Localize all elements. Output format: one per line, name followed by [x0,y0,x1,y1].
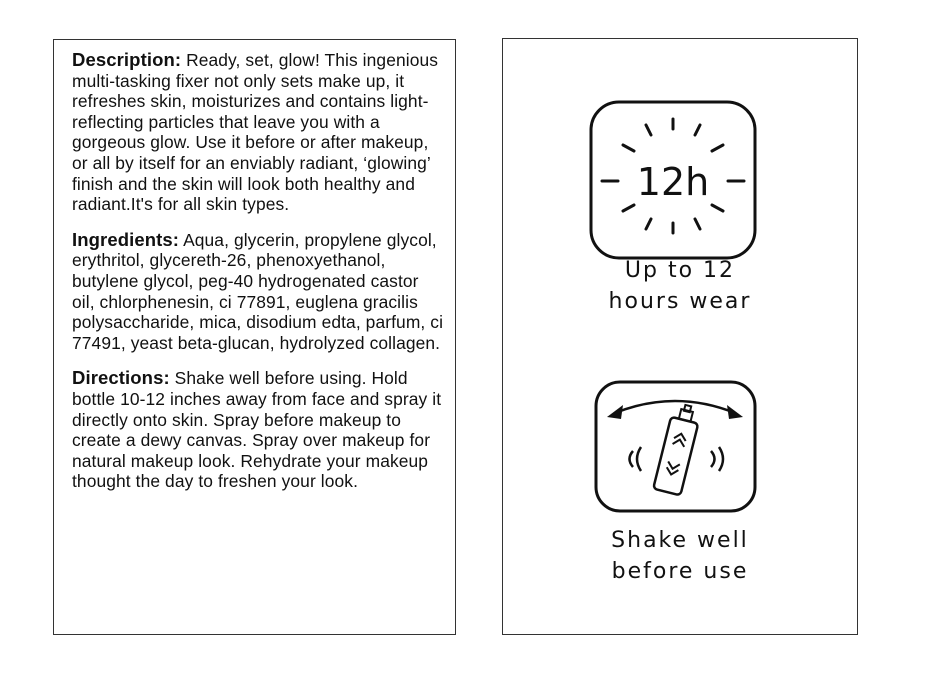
shake-caption-line2: before use [611,559,749,584]
product-info-panel [53,39,456,635]
ingredients-heading: Ingredients: [72,228,180,250]
directions-section [72,368,445,492]
shake-caption [503,525,857,587]
wear-caption-line2: hours wear [608,289,752,314]
ingredients-text: Aqua, glycerin, propylene glycol, erythritol, glycereth-26, phenoxyethanol, butylene glycol, peg-40 hydrogenated castor oil, chlorphenesin, ci 77891, euglena gracilis polysaccharide, mica, disodium edta, parfum, ci 77491, yeast beta-glucan, hydrolyzed collagen. [72,229,444,353]
description-text: Ready, set, glow! This ingenious multi-tasking fixer not only sets make up, it refreshes skin, moisturizes and contains light-reflecting particles that leave you with a gorgeous glow. Use it before or after makeup, or all by itself for an enviably radiant, ‘glowing’ finish and the skin will look both healthy and radiant.It's for all skin types. [72,50,439,215]
description-section [72,50,445,215]
shake-caption-line1: Shake well [611,528,749,553]
wear-caption [503,255,857,317]
shake-bottle-icon [593,379,758,519]
wear-caption-line1: Up to 12 [624,258,736,283]
12h-clock-icon [588,99,758,266]
product-badges-panel [502,38,858,635]
description-heading: Description: [72,49,182,70]
ingredients-section [72,230,445,354]
directions-heading: Directions: [72,367,170,389]
directions-text: Shake well before using. Hold bottle 10-12 inches away from face and spray it directly onto skin. Spray before makeup to create a dewy canvas. Spray over makeup for natural makeup look. Rehydrate your makeup thought the day to freshen your look. [72,368,442,492]
12h-label: 12h [636,160,710,204]
